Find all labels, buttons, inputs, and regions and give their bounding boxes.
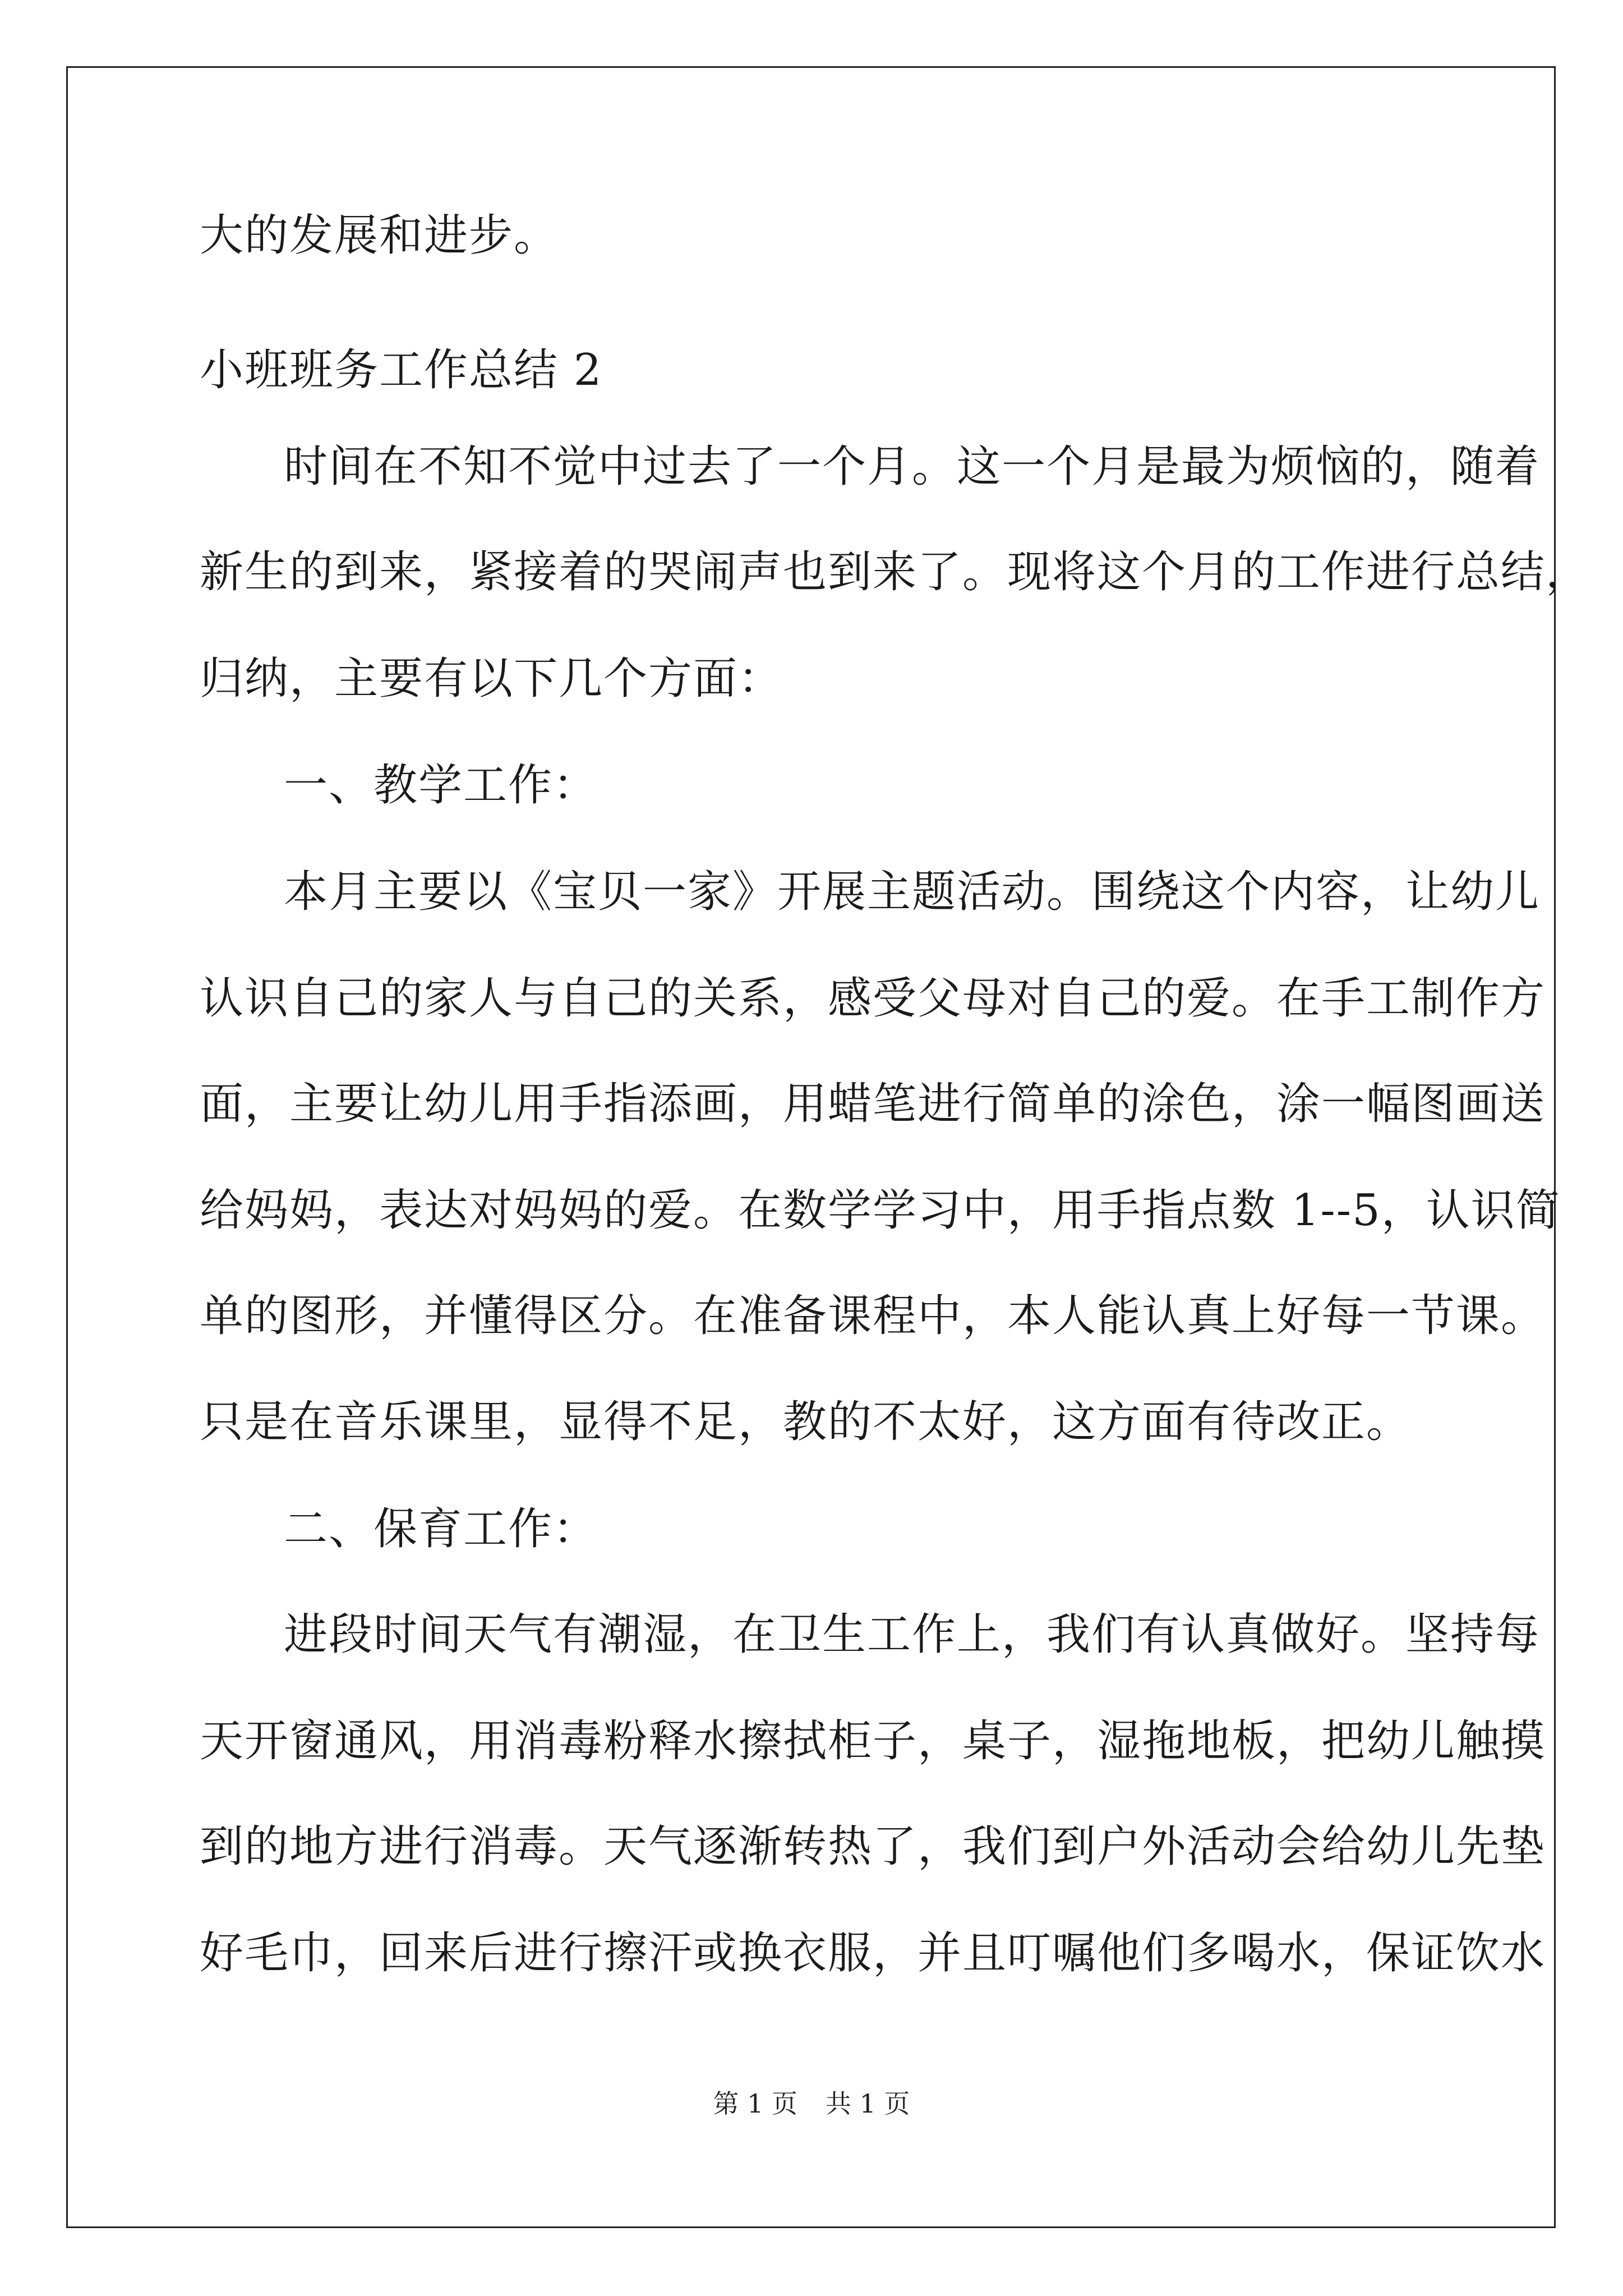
subsection-heading: 二、保育工作： <box>284 1504 598 1554</box>
section-title: 小班班务工作总结 2 <box>200 345 603 395</box>
page-total: 共 1 页 <box>826 2088 910 2119</box>
paragraph-line: 归纳，主要有以下几个方面： <box>200 654 783 704</box>
paragraph-line: 单的图形，并懂得区分。在准备课程中，本人能认真上好每一节课。 <box>200 1291 1546 1341</box>
paragraph-line: 本月主要以《宝贝一家》开展主题活动。围绕这个内容，让幼儿 <box>284 867 1541 917</box>
paragraph-line: 到的地方进行消毒。天气逐渐转热了，我们到户外活动会给幼儿先垫 <box>200 1821 1546 1872</box>
paragraph-line: 好毛巾，回来后进行擦汗或换衣服，并且叮嘱他们多喝水，保证饮水 <box>200 1928 1546 1978</box>
paragraph-line: 给妈妈，表达对妈妈的爱。在数学学习中，用手指点数 1--5，认识简 <box>200 1185 1561 1236</box>
paragraph-line: 新生的到来，紧接着的哭闹声也到来了。现将这个月的工作进行总结， <box>200 547 1591 597</box>
paragraph-line: 只是在音乐课里，显得不足，教的不太好，这方面有待改正。 <box>200 1397 1412 1447</box>
paragraph-line: 天开窗通风，用消毒粉释水擦拭柜子，桌子，湿拖地板，把幼儿触摸 <box>200 1716 1546 1766</box>
paragraph-line: 面，主要让幼儿用手指添画，用蜡笔进行简单的涂色，涂一幅图画送 <box>200 1079 1546 1129</box>
page-footer <box>0 2087 1623 2120</box>
paragraph-line: 大的发展和进步。 <box>200 210 559 261</box>
subsection-heading: 一、教学工作： <box>284 760 598 811</box>
paragraph-line: 认识自己的家人与自己的关系，感受父母对自己的爱。在手工制作方 <box>200 973 1546 1024</box>
paragraph-line: 时间在不知不觉中过去了一个月。这一个月是最为烦恼的，随着 <box>284 441 1541 492</box>
paragraph-line: 进段时间天气有潮湿，在卫生工作上，我们有认真做好。坚持每 <box>284 1609 1541 1660</box>
page-number: 第 1 页 <box>713 2088 797 2119</box>
